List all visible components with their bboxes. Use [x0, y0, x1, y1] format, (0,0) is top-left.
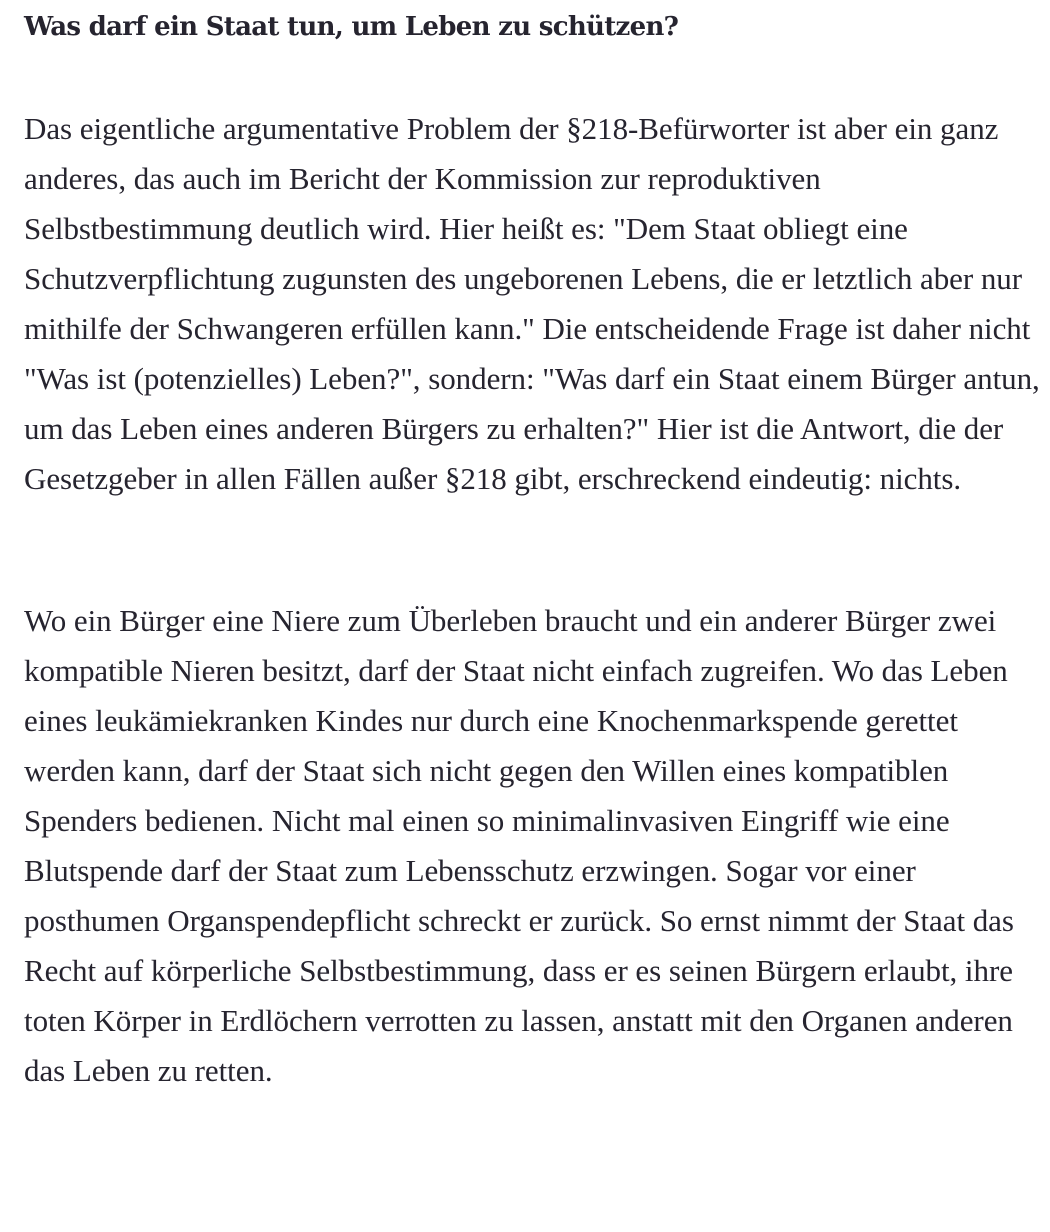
article-paragraph-1: Das eigentliche argumentative Problem der §218-Befürworter ist aber ein ganz anderes, das auch im Bericht der Kommission zur reproduktiven Selbstbestimmung deutlich wird. Hier heißt es: "Dem Staat obliegt eine Schutzverpflichtung zugunsten des ungeborenen Lebens, die er letztlich aber nur mithilfe der Schwangeren erfüllen kann." Die entscheidende Frage ist daher nicht "Was ist (potenzielles) Leben?", sondern: "Was darf ein Staat einem Bürger antun, um das Leben eines anderen Bürgers zu erhalten?" Hier ist die Antwort, die der Gesetzgeber in allen Fällen außer §218 gibt, erschreckend eindeutig: nichts.	[24, 111, 1040, 496]
section-heading: Was darf ein Staat tun, um Leben zu schützen?	[24, 12, 679, 42]
article-paragraph-2: Wo ein Bürger eine Niere zum Überleben braucht und ein anderer Bürger zwei kompatible Nieren besitzt, darf der Staat nicht einfach zugreifen. Wo das Leben eines leukämiekranken Kindes nur durch eine Knochenmarkspende gerettet werden kann, darf der Staat sich nicht gegen den Willen eines kompatiblen Spenders bedienen. Nicht mal einen so minimalinvasiven Eingriff wie eine Blutspende darf der Staat zum Lebensschutz erzwingen. Sogar vor einer posthumen Organspendepflicht schreckt er zurück. So ernst nimmt der Staat das Recht auf körperliche Selbstbestimmung, dass er es seinen Bürgern erlaubt, ihre toten Körper in Erdlöchern verrotten zu lassen, anstatt mit den Organen anderen das Leben zu retten.	[24, 603, 1014, 1088]
article-body	[24, 0, 1040, 1096]
